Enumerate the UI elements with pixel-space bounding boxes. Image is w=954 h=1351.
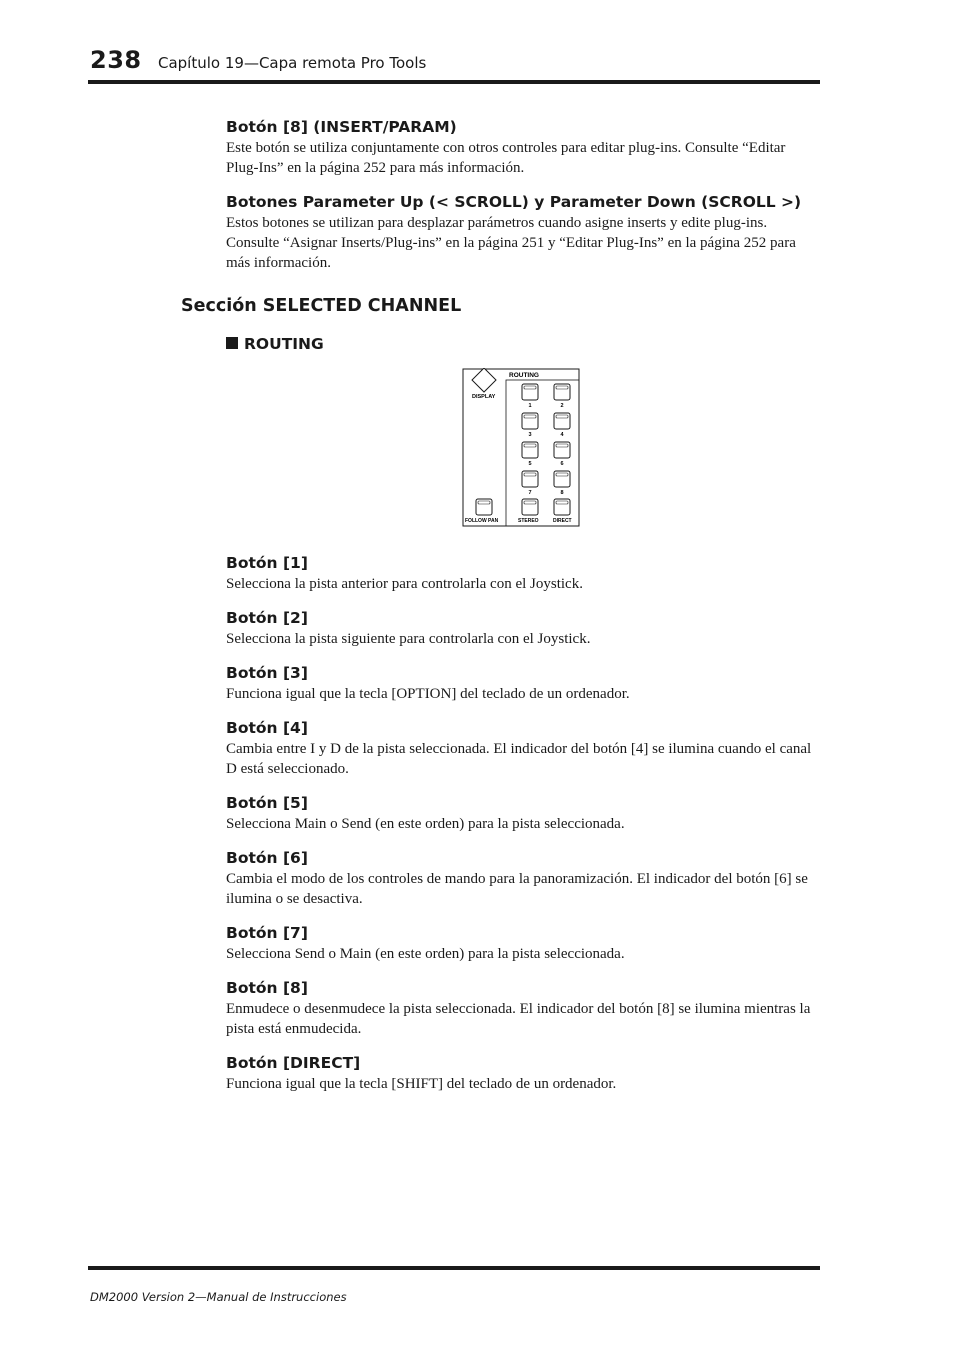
- numbered-buttons: [522, 384, 570, 496]
- button-7-heading: Botón [7]: [226, 924, 308, 942]
- button-2-text: Selecciona la pista siguiente para controlarla con el Joystick.: [226, 631, 591, 647]
- button-3-heading: Botón [3]: [226, 664, 308, 682]
- button-1-heading: Botón [1]: [226, 554, 308, 572]
- routing-button-3-number: 3: [528, 432, 532, 438]
- routing-heading-label: ROUTING: [244, 335, 324, 353]
- button-6-text: Cambia el modo de los controles de mando para la panoramización. El indicador del botón [6] se ilumina o se desactiva.: [226, 871, 808, 907]
- button-4-text: Cambia entre I y D de la pista seleccionada. El indicador del botón [4] se ilumina cuando el canal D está seleccionado.: [226, 741, 812, 777]
- routing-button-6-number: 6: [560, 461, 564, 467]
- insert-param-text: Este botón se utiliza conjuntamente con otros controles para editar plug-ins. Consulte “Editar Plug-Ins” en la página 252 para más información.: [226, 140, 786, 176]
- square-bullet-icon: [226, 337, 238, 349]
- section-heading: Sección SELECTED CHANNEL: [181, 296, 462, 316]
- button-8-heading: Botón [8]: [226, 979, 308, 997]
- footer-rule: [88, 1266, 820, 1270]
- button-5-heading: Botón [5]: [226, 794, 308, 812]
- button-6-heading: Botón [6]: [226, 849, 308, 867]
- button-7-text: Selecciona Send o Main (en este orden) para la pista seleccionada.: [226, 946, 625, 962]
- display-label: DISPLAY: [472, 394, 496, 400]
- page-header: [88, 44, 820, 82]
- follow-pan-label: FOLLOW PAN: [465, 518, 499, 524]
- button-4-heading: Botón [4]: [226, 719, 308, 737]
- routing-button-8-number: 8: [560, 490, 564, 496]
- routing-button-4-number: 4: [560, 432, 564, 438]
- button-direct-text: Funciona igual que la tecla [SHIFT] del teclado de un ordenador.: [226, 1076, 617, 1092]
- page-number: 238: [90, 46, 142, 74]
- parameter-scroll-heading: Botones Parameter Up (< SCROLL) y Parameter Down (SCROLL >): [226, 193, 802, 211]
- intro-content: [226, 117, 820, 287]
- parameter-scroll-text: Estos botones se utilizan para desplazar parámetros cuando asigne inserts y edite plug-ins. Consulte “Asignar Inserts/Plug-ins” en la página 251 y “Editar Plug-Ins” en la página 252 para más información.: [226, 215, 796, 271]
- display-diamond-button: [472, 368, 496, 392]
- routing-button-1-number: 1: [528, 403, 532, 409]
- button-2-heading: Botón [2]: [226, 609, 308, 627]
- routing-button-5-number: 5: [528, 461, 532, 467]
- footer-text: DM2000 Version 2—Manual de Instrucciones: [90, 1290, 347, 1304]
- button-8-text: Enmudece o desenmudece la pista seleccionada. El indicador del botón [8] se ilumina mientras la pista está enmudecida.: [226, 1001, 811, 1037]
- direct-label: DIRECT: [553, 518, 572, 524]
- routing-heading: [226, 335, 324, 353]
- chapter-title: Capítulo 19—Capa remota Pro Tools: [158, 54, 427, 72]
- insert-param-heading: Botón [8] (INSERT/PARAM): [226, 118, 457, 136]
- button-3-text: Funciona igual que la tecla [OPTION] del teclado de un ordenador.: [226, 686, 630, 702]
- routing-label: ROUTING: [509, 372, 539, 379]
- header-rule: [88, 80, 820, 84]
- routing-button-2-number: 2: [560, 403, 564, 409]
- button-descriptions: [226, 553, 820, 1108]
- routing-panel-diagram: [462, 368, 582, 530]
- button-5-text: Selecciona Main o Send (en este orden) para la pista seleccionada.: [226, 816, 625, 832]
- routing-button-7-number: 7: [528, 490, 532, 496]
- button-direct-heading: Botón [DIRECT]: [226, 1054, 361, 1072]
- button-1-text: Selecciona la pista anterior para controlarla con el Joystick.: [226, 576, 583, 592]
- stereo-label: STEREO: [518, 518, 539, 524]
